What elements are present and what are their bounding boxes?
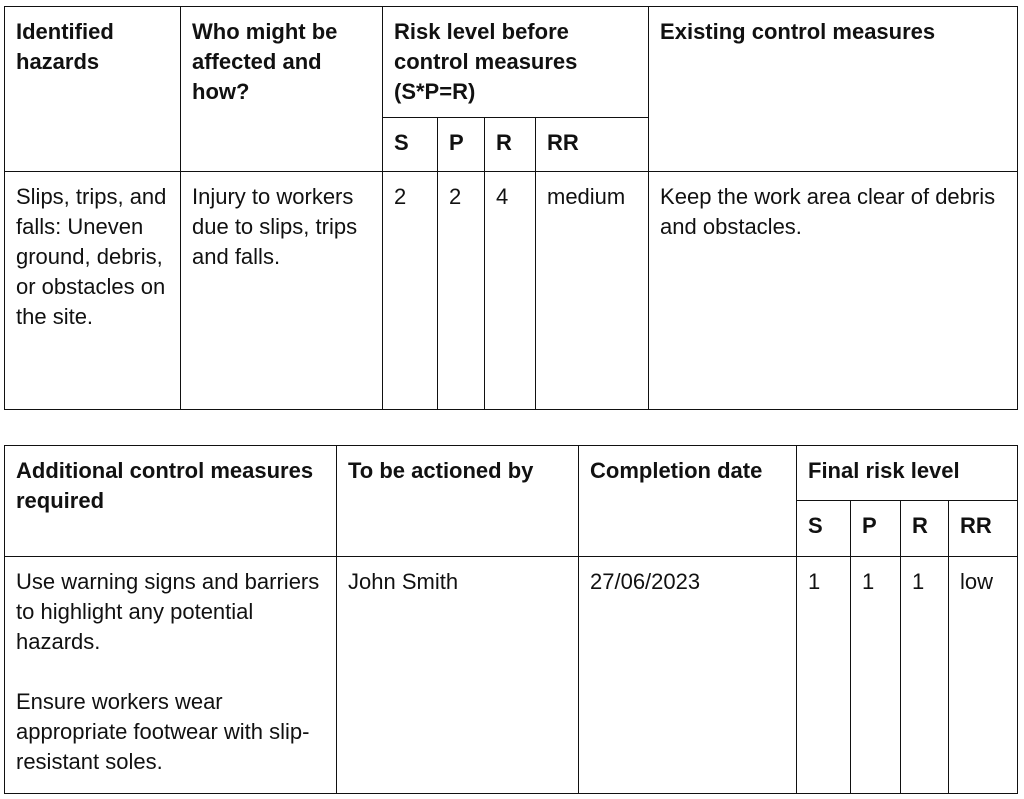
header-completion-date: Completion date — [579, 446, 797, 557]
header-additional-controls: Additional control measures required — [5, 446, 337, 557]
cell-rr: low — [949, 557, 1018, 794]
header-p: P — [438, 118, 485, 172]
cell-hazards: Slips, trips, and falls: Uneven ground, debris, or obstacles on the site. — [5, 172, 181, 410]
cell-s: 2 — [383, 172, 438, 410]
cell-completion-date: 27/06/2023 — [579, 557, 797, 794]
header-s: S — [797, 501, 851, 557]
cell-existing-controls: Keep the work area clear of debris and obstacles. — [649, 172, 1018, 410]
cell-s: 1 — [797, 557, 851, 794]
header-p: P — [851, 501, 901, 557]
risk-assessment-table — [4, 6, 1018, 410]
header-existing-controls: Existing control measures — [649, 7, 1018, 172]
header-rr: RR — [949, 501, 1018, 557]
header-rr: RR — [536, 118, 649, 172]
header-hazards: Identified hazards — [5, 7, 181, 172]
header-risk-before: Risk level before control measures (S*P=R) — [383, 7, 649, 118]
header-final-risk: Final risk level — [797, 446, 1018, 501]
additional-controls-table — [4, 445, 1018, 794]
header-s: S — [383, 118, 438, 172]
cell-r: 4 — [485, 172, 536, 410]
header-who-affected: Who might be affected and how? — [181, 7, 383, 172]
header-r: R — [901, 501, 949, 557]
cell-additional-controls — [5, 557, 337, 794]
table-row — [5, 557, 1018, 794]
cell-rr: medium — [536, 172, 649, 410]
cell-p: 1 — [851, 557, 901, 794]
header-r: R — [485, 118, 536, 172]
cell-actioned-by: John Smith — [337, 557, 579, 794]
additional-control-2: Ensure workers wear appropriate footwear with slip-resistant soles. — [16, 689, 310, 774]
additional-control-1: Use warning signs and barriers to highlight any potential hazards. — [16, 569, 320, 654]
cell-r: 1 — [901, 557, 949, 794]
cell-who-affected: Injury to workers due to slips, trips and falls. — [181, 172, 383, 410]
cell-p: 2 — [438, 172, 485, 410]
table-row — [5, 172, 1018, 410]
header-actioned-by: To be actioned by — [337, 446, 579, 557]
